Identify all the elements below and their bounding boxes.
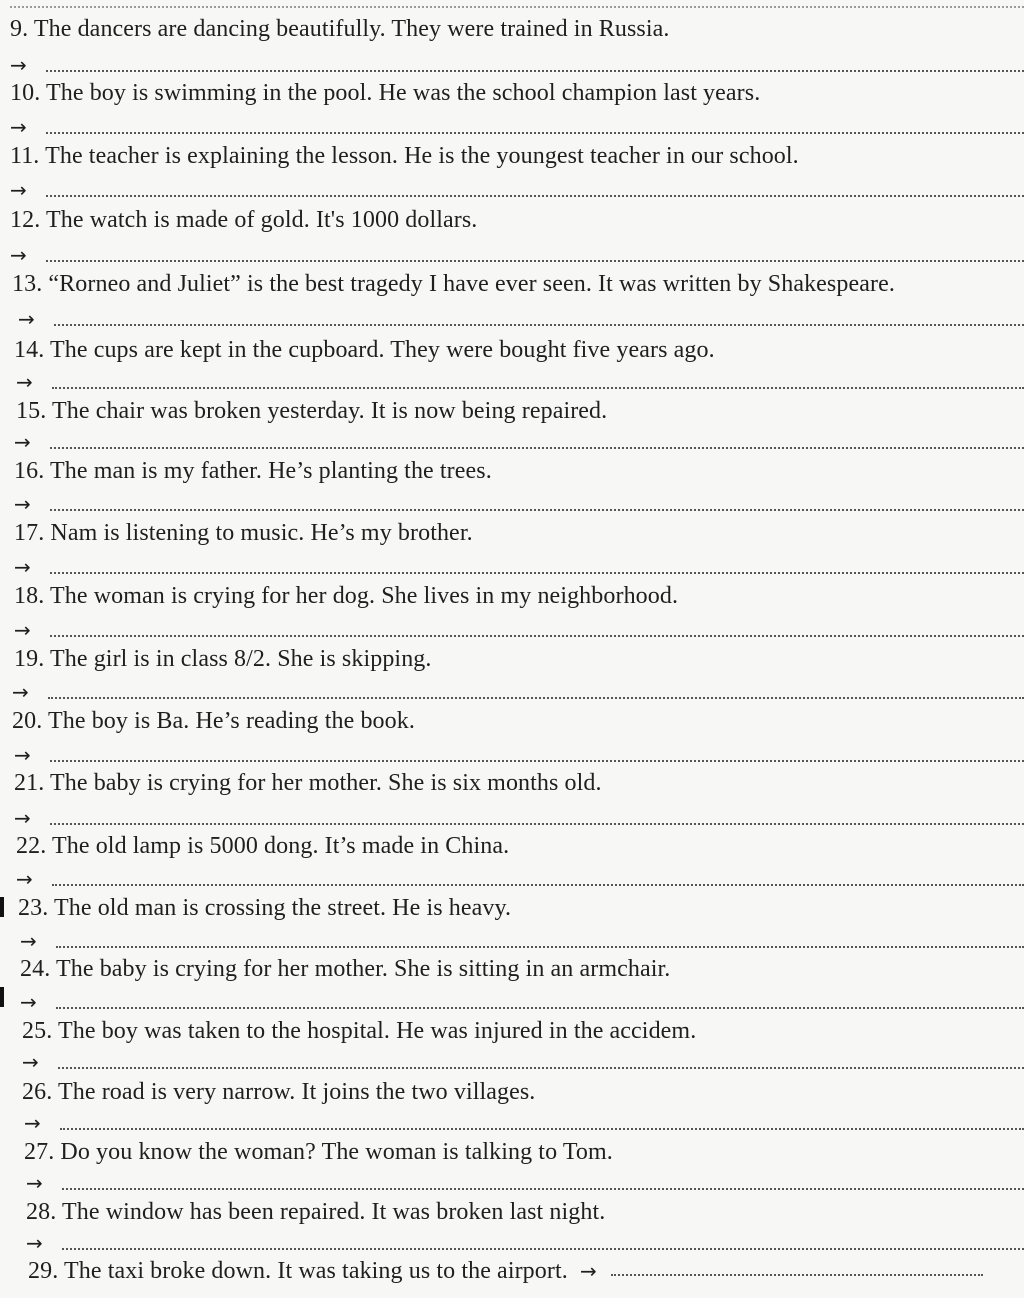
question-26 <box>22 1077 535 1107</box>
question-23 <box>18 893 511 923</box>
answer-line-26[interactable] <box>24 1110 1024 1136</box>
dotted-answer-blank[interactable] <box>52 387 1024 389</box>
question-text: Nam is listening to music. He’s my brother. <box>50 520 473 546</box>
question-number: 19. <box>14 646 45 672</box>
answer-line-13[interactable] <box>18 306 1024 332</box>
arrow-icon: → <box>14 492 31 516</box>
answer-line-23[interactable] <box>20 928 1024 954</box>
question-number: 17. <box>14 520 45 546</box>
dotted-answer-blank[interactable] <box>50 447 1024 449</box>
arrow-icon: → <box>10 243 27 267</box>
arrow-icon: → <box>18 307 35 331</box>
answer-line-17[interactable] <box>14 554 1024 580</box>
dotted-answer-blank[interactable] <box>611 1274 983 1276</box>
question-number: 11. <box>10 143 40 169</box>
dotted-answer-blank[interactable] <box>50 509 1024 511</box>
arrow-icon: → <box>14 806 31 830</box>
arrow-icon: → <box>16 370 33 394</box>
question-number: 22. <box>16 833 47 859</box>
answer-line-24[interactable] <box>20 989 1024 1015</box>
dotted-answer-blank[interactable] <box>50 760 1024 762</box>
question-text: The baby is crying for her mother. She is six months old. <box>49 770 602 796</box>
answer-line-11[interactable] <box>10 177 1024 203</box>
question-14 <box>14 335 715 365</box>
question-text: The road is very narrow. It joins the two villages. <box>57 1079 536 1105</box>
question-number: 20. <box>12 708 43 734</box>
answer-line-21[interactable] <box>14 805 1024 831</box>
question-9 <box>10 14 669 44</box>
scan-edge-mark <box>0 987 4 1007</box>
arrow-icon: → <box>22 1050 39 1074</box>
question-21 <box>14 768 602 798</box>
question-text: The boy is swimming in the pool. He was the school champion last years. <box>45 80 761 106</box>
dotted-answer-blank[interactable] <box>62 1248 1024 1250</box>
scan-edge-mark <box>0 897 4 917</box>
question-number: 12. <box>10 207 41 233</box>
question-number: 16. <box>14 458 45 484</box>
arrow-icon: → <box>20 929 37 953</box>
question-number: 18. <box>14 583 45 609</box>
question-12 <box>10 205 477 235</box>
question-29 <box>28 1256 983 1286</box>
question-number: 13. <box>12 271 43 297</box>
question-22 <box>16 831 509 861</box>
arrow-icon: → <box>10 115 27 139</box>
question-18 <box>14 581 678 611</box>
question-number: 10. <box>10 80 41 106</box>
dotted-answer-blank[interactable] <box>46 260 1024 262</box>
dotted-answer-blank[interactable] <box>52 884 1024 886</box>
arrow-icon: → <box>14 618 31 642</box>
question-10 <box>10 78 760 108</box>
question-text: The old man is crossing the street. He is heavy. <box>53 895 512 921</box>
arrow-icon: → <box>16 867 33 891</box>
question-text: The taxi broke down. It was taking us to the airport. <box>63 1258 568 1284</box>
question-text: The dancers are dancing beautifully. They were trained in Russia. <box>33 16 670 42</box>
arrow-icon: → <box>14 555 31 579</box>
arrow-icon: → <box>20 990 37 1014</box>
question-text: The window has been repaired. It was broken last night. <box>61 1199 606 1225</box>
answer-line-20[interactable] <box>14 742 1024 768</box>
answer-line-12[interactable] <box>10 242 1024 268</box>
answer-line-9[interactable] <box>10 52 1024 78</box>
question-number: 26. <box>22 1079 53 1105</box>
question-number: 28. <box>26 1199 57 1225</box>
answer-line-10[interactable] <box>10 114 1024 140</box>
question-number: 24. <box>20 956 51 982</box>
dotted-answer-blank[interactable] <box>50 572 1024 574</box>
answer-line-19[interactable] <box>12 679 1024 705</box>
dotted-answer-blank[interactable] <box>54 324 1024 326</box>
answer-line-14[interactable] <box>16 369 1024 395</box>
question-text: Do you know the woman? The woman is talking to Tom. <box>60 1139 613 1165</box>
question-11 <box>10 141 799 171</box>
dotted-answer-blank[interactable] <box>50 635 1024 637</box>
question-text: The girl is in class 8/2. She is skipping. <box>49 646 432 672</box>
question-24 <box>20 954 670 984</box>
arrow-icon: → <box>26 1171 43 1195</box>
question-text: The cups are kept in the cupboard. They were bought five years ago. <box>49 337 715 363</box>
answer-line-25[interactable] <box>22 1049 1024 1075</box>
question-text: The baby is crying for her mother. She is sitting in an armchair. <box>55 956 671 982</box>
arrow-icon: → <box>14 743 31 767</box>
question-text: The chair was broken yesterday. It is now being repaired. <box>51 398 608 424</box>
dotted-answer-blank[interactable] <box>60 1128 1024 1130</box>
answer-line-16[interactable] <box>14 491 1024 517</box>
question-20 <box>12 706 415 736</box>
arrow-icon: → <box>579 1259 597 1283</box>
question-number: 21. <box>14 770 45 796</box>
question-text: The watch is made of gold. It's 1000 dollars. <box>45 207 478 233</box>
dotted-answer-blank[interactable] <box>62 1188 1024 1190</box>
answer-line-28[interactable] <box>26 1230 1024 1256</box>
dotted-answer-blank[interactable] <box>46 132 1024 134</box>
answer-line-18[interactable] <box>14 617 1024 643</box>
arrow-icon: → <box>24 1111 41 1135</box>
arrow-icon: → <box>10 178 27 202</box>
question-number: 9. <box>10 16 29 42</box>
question-25 <box>22 1016 696 1046</box>
question-text: The teacher is explaining the lesson. He is the youngest teacher in our school. <box>45 143 799 169</box>
question-27 <box>24 1137 613 1167</box>
arrow-icon: → <box>10 53 27 77</box>
dotted-answer-blank[interactable] <box>48 697 1024 699</box>
question-number: 27. <box>24 1139 55 1165</box>
arrow-icon: → <box>26 1231 43 1255</box>
question-text: The old lamp is 5000 dong. It’s made in China. <box>51 833 510 859</box>
question-17 <box>14 518 473 548</box>
answer-line-27[interactable] <box>26 1170 1024 1196</box>
question-13 <box>12 269 895 299</box>
dotted-answer-blank[interactable] <box>46 195 1024 197</box>
question-number: 23. <box>18 895 49 921</box>
question-number: 15. <box>16 398 47 424</box>
question-28 <box>26 1197 605 1227</box>
question-number: 25. <box>22 1018 53 1044</box>
arrow-icon: → <box>12 680 29 704</box>
question-text: “Rorneo and Juliet” is the best tragedy I have ever seen. It was written by Shakespeare. <box>48 271 895 297</box>
question-16 <box>14 456 492 486</box>
question-number: 29. <box>28 1258 59 1284</box>
question-15 <box>16 396 607 426</box>
dotted-answer-blank[interactable] <box>56 946 1024 948</box>
previous-answer-line <box>10 0 1024 8</box>
answer-line-29[interactable] <box>574 1256 983 1286</box>
dotted-answer-blank[interactable] <box>50 823 1024 825</box>
question-number: 14. <box>14 337 45 363</box>
question-text: The boy is Ba. He’s reading the book. <box>47 708 415 734</box>
question-19 <box>14 644 432 674</box>
question-text: The man is my father. He’s planting the trees. <box>49 458 492 484</box>
dotted-answer-blank[interactable] <box>46 70 1024 72</box>
answer-line-22[interactable] <box>16 866 1024 892</box>
answer-line-15[interactable] <box>14 429 1024 455</box>
question-text: The woman is crying for her dog. She lives in my neighborhood. <box>49 583 679 609</box>
arrow-icon: → <box>14 430 31 454</box>
question-text: The boy was taken to the hospital. He was injured in the accidem. <box>57 1018 697 1044</box>
dotted-answer-blank[interactable] <box>56 1007 1024 1009</box>
dotted-answer-blank[interactable] <box>58 1067 1024 1069</box>
